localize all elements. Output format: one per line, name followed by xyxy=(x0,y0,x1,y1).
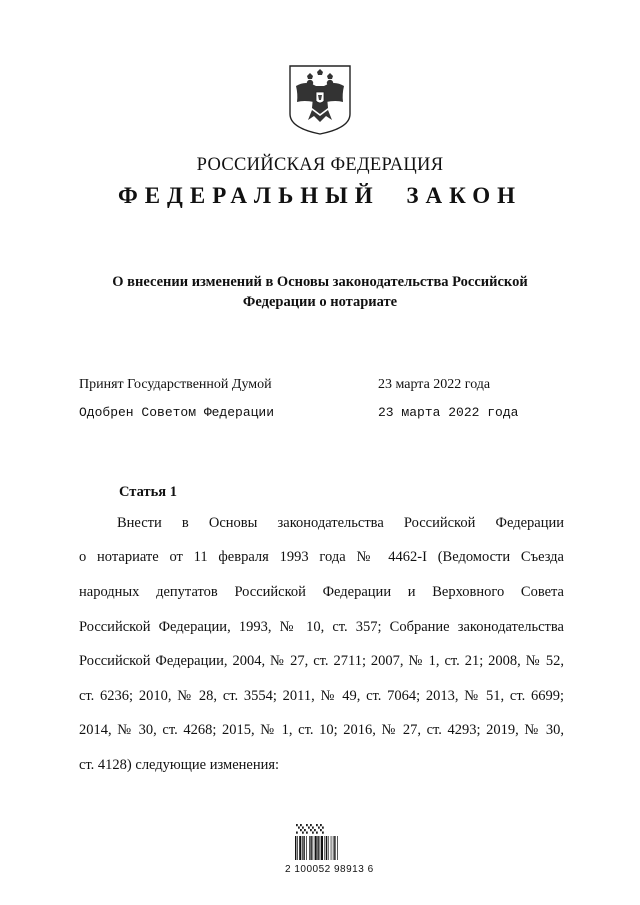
council-approval-label: Одобрен Советом Федерации xyxy=(79,405,275,420)
article-text-line: ст. 4128) следующие изменения: xyxy=(79,757,280,773)
article-text-line: Внести в Основы законодательства Российской Федерации xyxy=(117,515,564,531)
law-title-line: О внесении изменений в Основы законодательства Российской xyxy=(112,274,528,290)
article-heading: Статья 1 xyxy=(119,484,177,500)
article-text-line: Российской Федерации, 1993, № 10, ст. 357; Собрание законодательства xyxy=(79,619,564,635)
adoption-duma-row xyxy=(79,377,491,393)
duma-adoption-date: 23 марта 2022 года xyxy=(378,377,491,392)
council-approval-date: 23 марта 2022 года xyxy=(378,405,519,420)
country-name: РОССИЙСКАЯ ФЕДЕРАЦИЯ xyxy=(196,155,444,175)
adoption-council-row xyxy=(79,405,519,420)
law-type-heading: ФЕДЕРАЛЬНЫЙ ЗАКОН xyxy=(117,183,523,208)
law-title-line: Федерации о нотариате xyxy=(242,294,398,310)
article-text-line: народных депутатов Российской Федерации и Верховного Совета xyxy=(79,584,564,600)
coat-of-arms-icon xyxy=(288,64,352,136)
barcode-icon xyxy=(294,822,352,862)
barcode-number: 2 100052 98913 6 xyxy=(285,864,374,875)
article-text-line: 2014, № 30, ст. 4268; 2015, № 1, ст. 10; 2016, № 27, ст. 4293; 2019, № 30, xyxy=(79,722,564,738)
law-title xyxy=(80,272,560,312)
duma-adoption-label: Принят Государственной Думой xyxy=(79,377,272,392)
article-text-line: ст. 6236; 2010, № 28, ст. 3554; 2011, № 49, ст. 7064; 2013, № 51, ст. 6699; xyxy=(79,688,564,704)
article-text-line: Российской Федерации, 2004, № 27, ст. 2711; 2007, № 1, ст. 21; 2008, № 52, xyxy=(79,653,564,669)
article-text-line: о нотариате от 11 февраля 1993 года № 4462-I (Ведомости Съезда xyxy=(79,549,564,565)
